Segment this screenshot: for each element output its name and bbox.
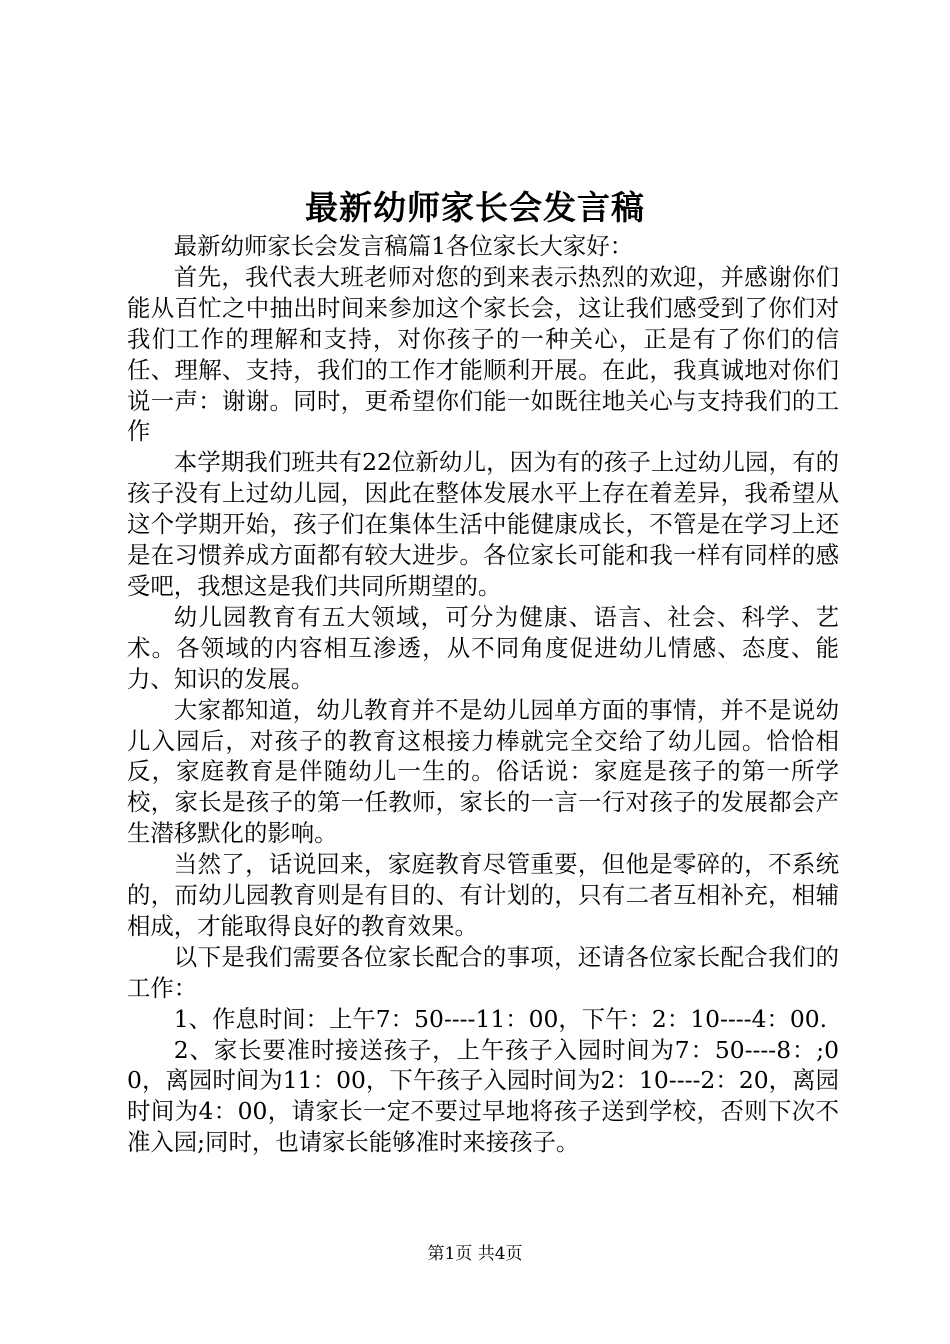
- paragraph-family-education: 大家都知道，幼儿教育并不是幼儿园单方面的事情，并不是说幼儿入园后，对孩子的教育这根接力棒就完全交给了幼儿园。恰恰相反，家庭教育是伴随幼儿一生的。俗话说：家庭是孩子的第一所学校，家长是孩子的第一任教师，家长的一言一行对孩子的发展都会产生潜移默化的影响。: [127, 695, 839, 848]
- document-body: [127, 231, 839, 1158]
- paragraph-five-domains: 幼儿园教育有五大领域，可分为健康、语言、社会、科学、艺术。各领域的内容相互渗透，从不同角度促进幼儿情感、态度、能力、知识的发展。: [127, 602, 839, 693]
- paragraph-greeting: 最新幼师家长会发言稿篇1各位家长大家好：: [173, 232, 634, 260]
- paragraph-schedule: 1、作息时间：上午7：50----11：00，下午：2：10----4：00.: [173, 1004, 828, 1033]
- paragraph-pickup-times: 2、家长要准时接送孩子，上午孩子入园时间为7：50----8：;00，离园时间为11：00，下午孩子入园时间为2：10----2：20，离园时间为4：00，请家长一定不要过早地将孩子送到学校，否则下次不准入园;同时，也请家长能够准时来接孩子。: [127, 1035, 839, 1157]
- paragraph-class-overview: 本学期我们班共有22位新幼儿，因为有的孩子上过幼儿园，有的孩子没有上过幼儿园，因此在整体发展水平上存在着差异，我希望从这个学期开始，孩子们在集体生活中能健康成长，不管是在学习上还是在习惯养成方面都有较大进步。各位家长可能和我一样有同样的感受吧，我想这是我们共同所期望的。: [127, 448, 839, 600]
- paragraph-cooperation: 当然了，话说回来，家庭教育尽管重要，但他是零碎的，不系统的，而幼儿园教育则是有目的、有计划的，只有二者互相补充，相辅相成，才能取得良好的教育效果。: [127, 850, 839, 940]
- paragraph-welcome: 首先，我代表大班老师对您的到来表示热烈的欢迎，并感谢你们能从百忙之中抽出时间来参加这个家长会，这让我们感受到了你们对我们工作的理解和支持，对你孩子的一种关心，正是有了你们的信任、理解、支持，我们的工作才能顺利开展。在此，我真诚地对你们说一声：谢谢。同时，更希望你们能一如既往地关心与支持我们的工作: [127, 262, 839, 446]
- paragraph-requests-intro: 以下是我们需要各位家长配合的事项，还请各位家长配合我们的工作：: [127, 942, 839, 1002]
- document-title: 最新幼师家长会发言稿: [305, 188, 645, 227]
- page-number-footer: 第1页 共4页: [427, 1244, 523, 1264]
